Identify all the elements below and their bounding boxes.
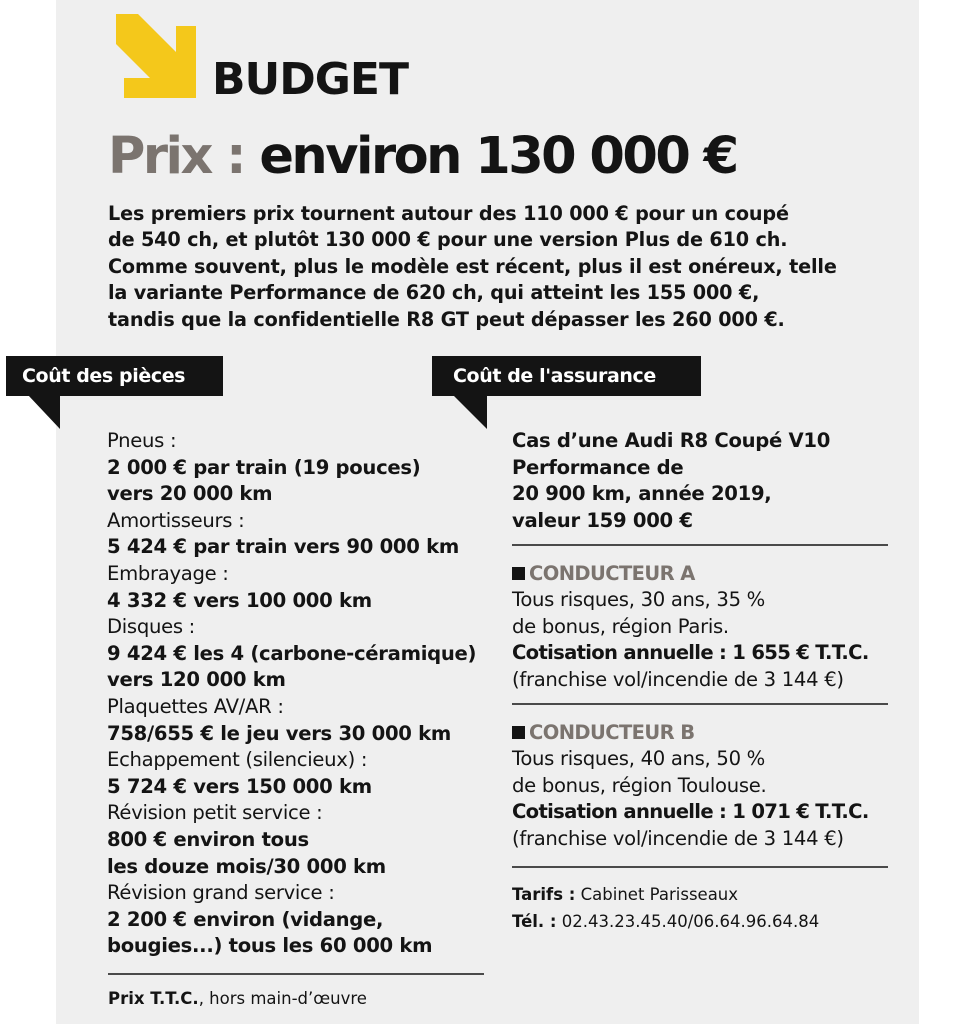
insurance-car-description	[512, 428, 830, 534]
parts-divider	[108, 973, 484, 975]
driver-line: de bonus, région Toulouse.	[512, 773, 767, 797]
deductible-note: (franchise vol/incendie de 3 144 €)	[512, 667, 844, 691]
driver-details	[512, 587, 869, 693]
credit-tarifs: Tarifs : Cabinet Parisseaux	[512, 885, 739, 904]
tab-tail-parts	[28, 395, 60, 429]
part-value: 4 332 € vers 100 000 km	[107, 588, 372, 612]
section-title: BUDGET	[212, 54, 408, 105]
part-label: Disques :	[107, 615, 195, 639]
car-line: 20 900 km, année 2019,	[512, 482, 772, 506]
driver-heading	[512, 561, 869, 587]
credit-phone: Tél. : 02.43.23.45.40/06.64.96.64.84	[512, 912, 820, 931]
price-value: environ 130 000 €	[259, 127, 737, 186]
price-label: Prix :	[108, 127, 245, 186]
part-label: Amortisseurs :	[107, 508, 245, 532]
tab-parts-cost: Coût des pièces	[6, 356, 223, 396]
driver-title: CONDUCTEUR A	[529, 562, 695, 585]
part-value: 758/655 € le jeu vers 30 000 km	[107, 721, 452, 745]
annual-fee: Cotisation annuelle : 1 071 € T.T.C.	[512, 800, 869, 824]
part-value: 2 200 € environ (vidange,	[107, 907, 384, 931]
driver-details	[512, 746, 869, 852]
deductible-note: (franchise vol/incendie de 3 144 €)	[512, 826, 844, 850]
square-bullet-icon	[512, 567, 525, 580]
part-value: vers 20 000 km	[107, 482, 273, 506]
intro-line: Comme souvent, plus le modèle est récent, plus il est onéreux, telle	[108, 254, 837, 278]
driver-heading	[512, 720, 869, 746]
part-label: Echappement (silencieux) :	[107, 748, 368, 772]
driver-line: Tous risques, 30 ans, 35 %	[512, 588, 765, 611]
square-bullet-icon	[512, 726, 525, 739]
part-label: Révision grand service :	[107, 881, 335, 905]
driver-line: Tous risques, 40 ans, 50 %	[512, 747, 765, 770]
part-value: 5 424 € par train vers 90 000 km	[107, 535, 459, 559]
footnote-rest: , hors main-d’œuvre	[198, 989, 367, 1008]
driver-line: de bonus, région Paris.	[512, 614, 729, 638]
intro-line: de 540 ch, et plutôt 130 000 € pour une version Plus de 610 ch.	[108, 228, 788, 252]
part-label: Pneus :	[107, 429, 177, 452]
driver-title: CONDUCTEUR B	[529, 721, 695, 744]
driver-b-block	[512, 720, 869, 852]
part-label: Embrayage :	[107, 561, 229, 585]
part-label: Révision petit service :	[107, 801, 323, 825]
annual-fee: Cotisation annuelle : 1 655 € T.T.C.	[512, 641, 869, 665]
car-line: Cas d’une Audi R8 Coupé V10	[512, 429, 831, 452]
price-headline	[108, 126, 737, 188]
part-value: les douze mois/30 000 km	[107, 854, 386, 878]
intro-line: tandis que la confidentielle R8 GT peut dépasser les 260 000 €.	[108, 307, 785, 331]
car-line: valeur 159 000 €	[512, 508, 693, 532]
part-value: 9 424 € les 4 (carbone-céramique)	[107, 641, 477, 665]
footnote-bold: Prix T.T.C.	[108, 989, 199, 1008]
insurance-divider-3	[512, 866, 888, 868]
car-line: Performance de	[512, 455, 684, 479]
insurance-credit	[512, 881, 819, 935]
arrow-down-right-icon	[106, 10, 198, 100]
parts-footnote	[108, 989, 367, 1008]
parts-cost-list	[107, 428, 497, 960]
intro-line: la variante Performance de 620 ch, qui atteint les 155 000 €,	[108, 281, 760, 305]
intro-paragraph	[108, 201, 908, 333]
tab-tail-insurance	[453, 395, 487, 429]
part-value: 5 724 € vers 150 000 km	[107, 774, 372, 798]
part-label: Plaquettes AV/AR :	[107, 694, 284, 718]
part-value: bougies...) tous les 60 000 km	[107, 934, 433, 958]
driver-a-block	[512, 561, 869, 693]
part-value: vers 120 000 km	[107, 668, 286, 692]
tab-insurance-cost: Coût de l'assurance	[432, 356, 701, 396]
insurance-divider-1	[512, 544, 888, 546]
insurance-divider-2	[512, 703, 888, 705]
intro-line: Les premiers prix tournent autour des 110 000 € pour un coupé	[108, 202, 789, 225]
part-value: 2 000 € par train (19 pouces)	[107, 455, 421, 479]
part-value: 800 € environ tous	[107, 827, 309, 851]
